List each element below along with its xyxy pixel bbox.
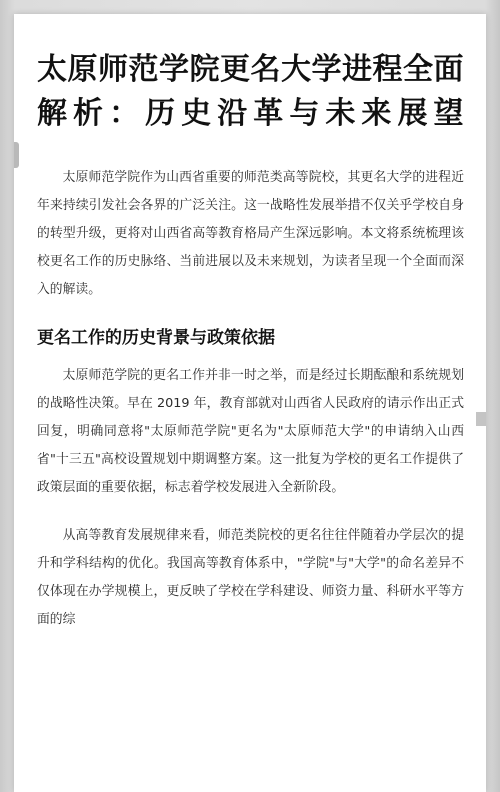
- body-paragraph: 从高等教育发展规律来看，师范类院校的更名往往伴随着办学层次的提升和学科结构的优化。我国高等教育体系中，"学院"与"大学"的命名差异不仅体现在办学规模上，更反映了学校在学科建设、师资力量、科研水平等方面的综: [37, 528, 464, 627]
- page-edge-fold: [14, 142, 19, 168]
- article-title: 太原师范学院更名大学进程全面解析：历史沿革与未来展望: [37, 52, 464, 131]
- document-page: [14, 14, 486, 792]
- article-body: [37, 164, 464, 634]
- body-paragraph: 太原师范学院的更名工作并非一时之举，而是经过长期酝酿和系统规划的战略性决策。早在 2019 年，教育部就对山西省人民政府的请示作出正式回复，明确同意将"太原师范学院"更名为"太原师范大学"的申请纳入山西省"十三五"高校设置规划中期调整方案。这一批复为学校的更名工作提供了政策层面的重要依据，标志着学校发展进入全新阶段。: [37, 368, 464, 495]
- page-edge-fold: [476, 412, 486, 426]
- intro-paragraph: 太原师范学院作为山西省重要的师范类高等院校，其更名大学的进程近年来持续引发社会各界的广泛关注。这一战略性发展举措不仅关乎学校自身的转型升级，更将对山西省高等教育格局产生深远影响。本文将系统梳理该校更名工作的历史脉络、当前进展以及未来规划，为读者呈现一个全面而深入的解读。: [37, 170, 464, 297]
- section-heading: 更名工作的历史背景与政策依据: [37, 328, 275, 348]
